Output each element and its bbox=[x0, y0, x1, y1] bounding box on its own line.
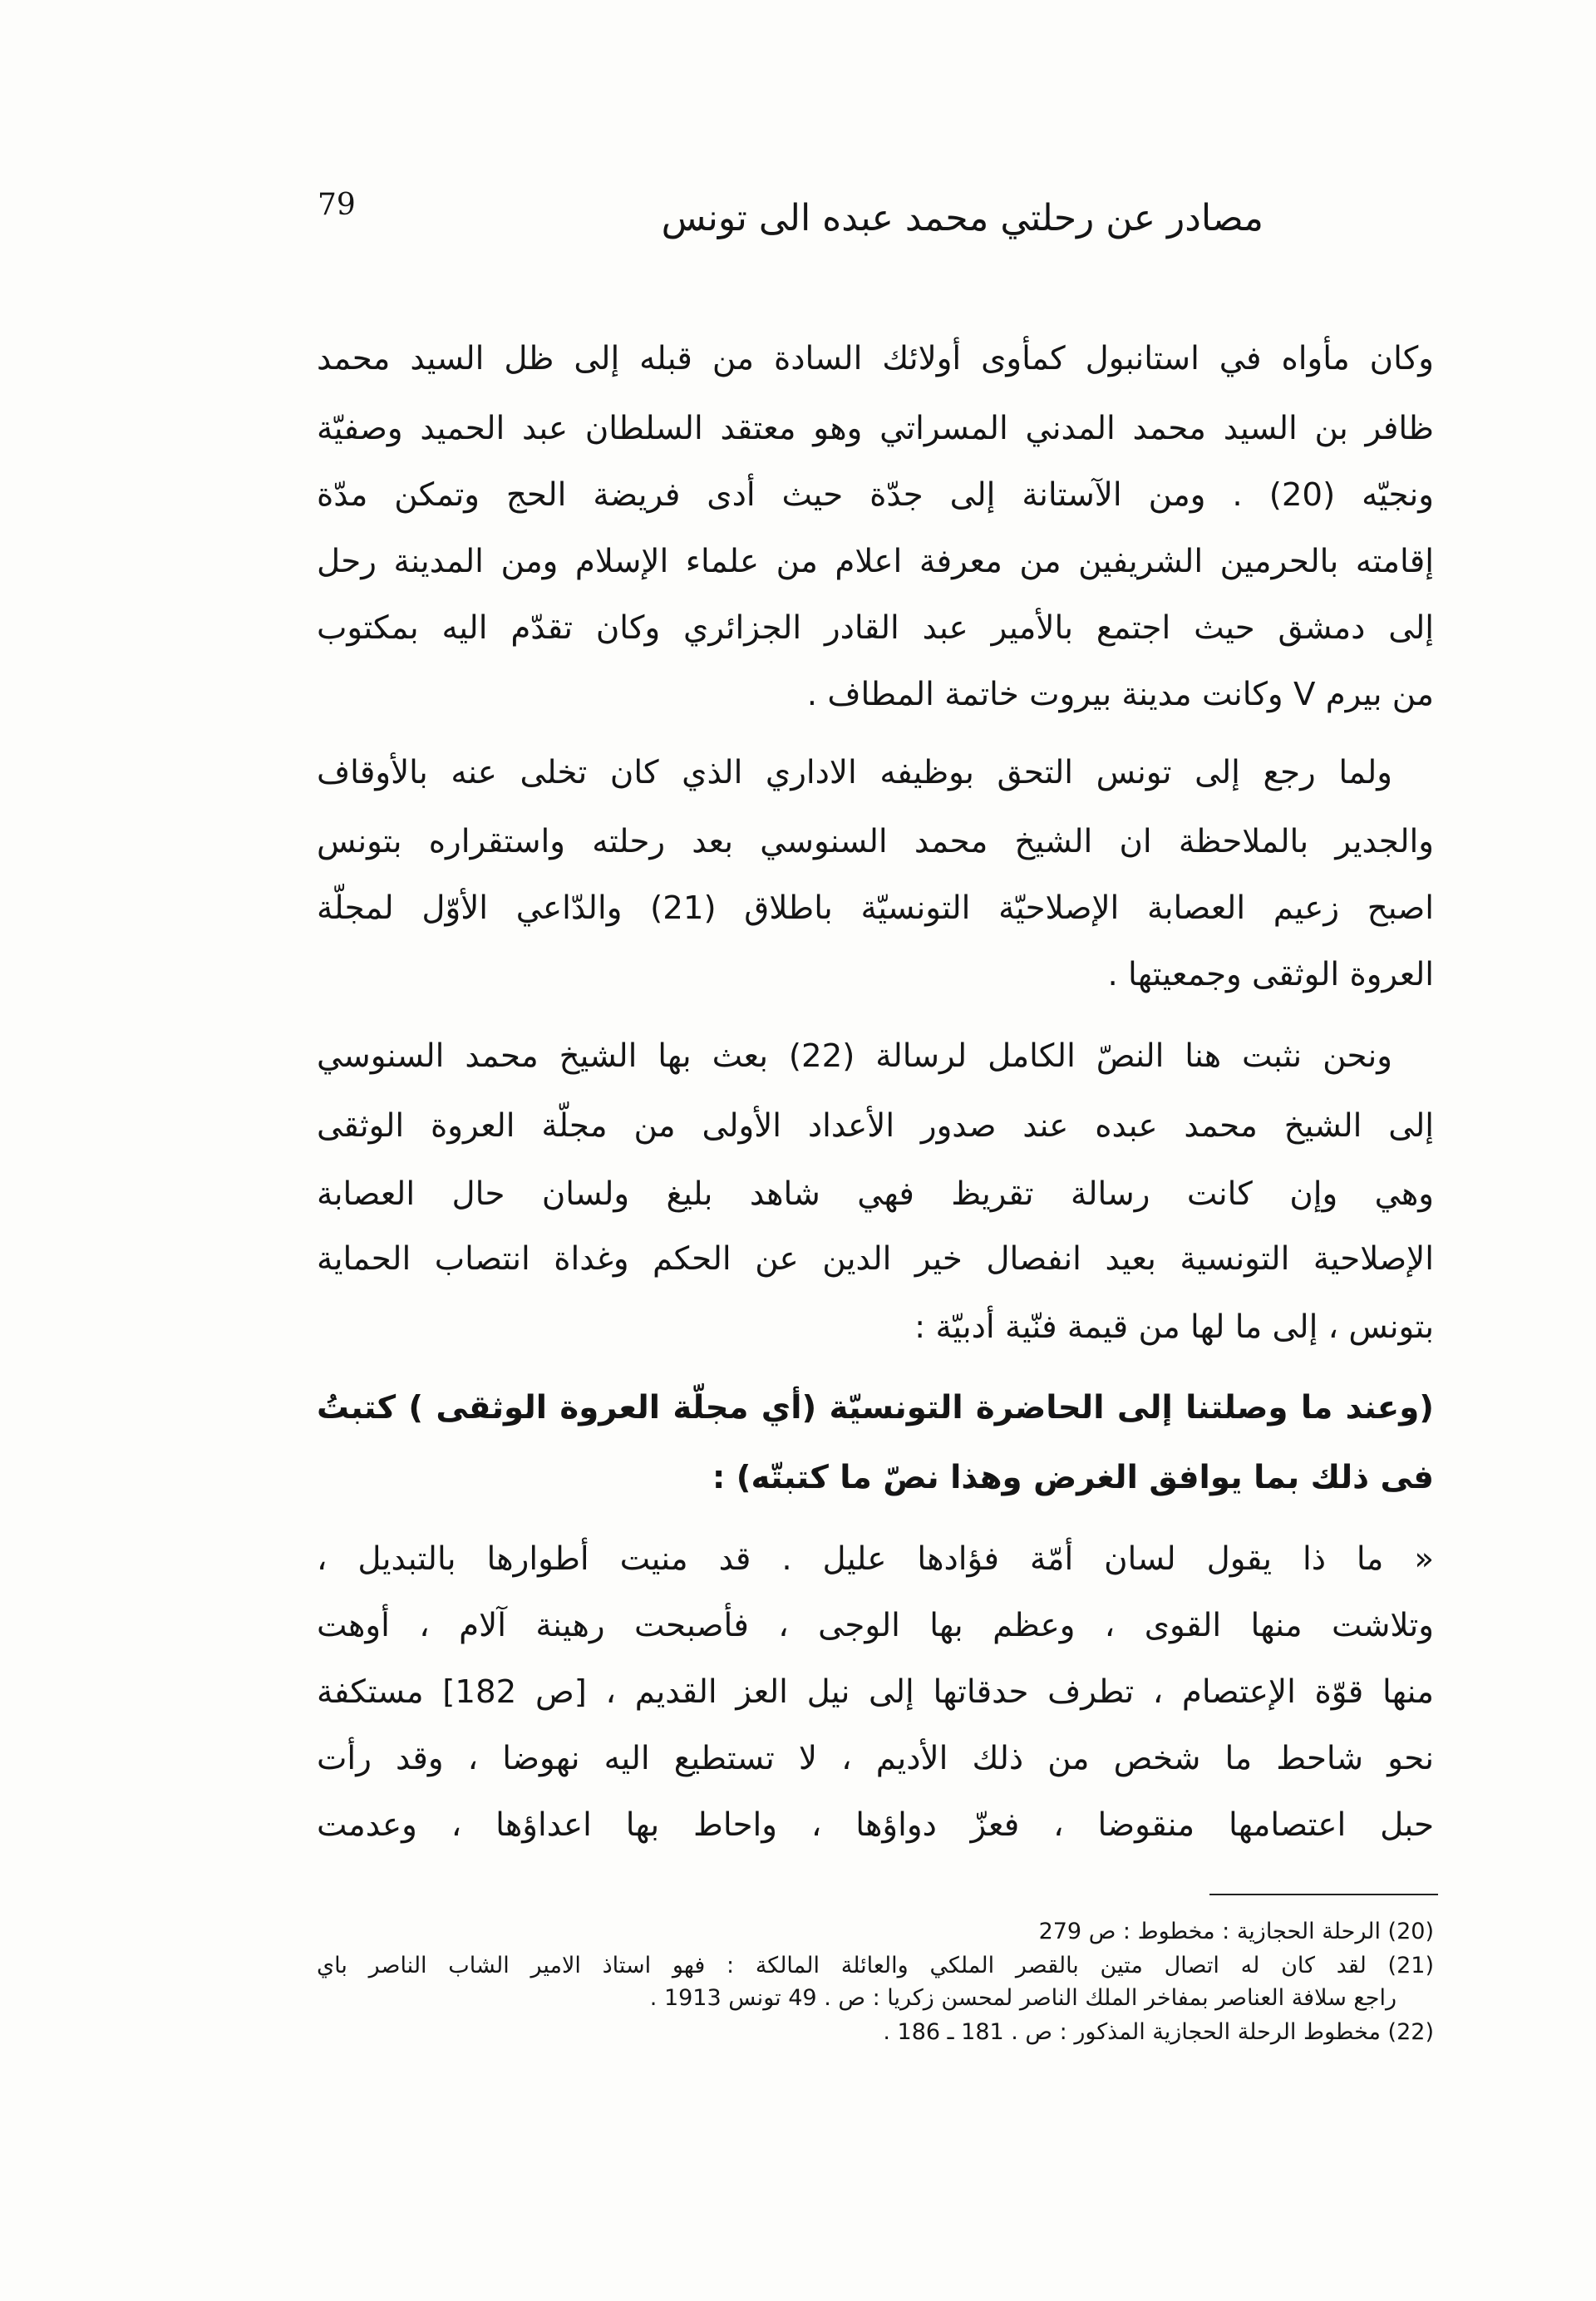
body-line: بتونس ، إلى ما لها من قيمة فنّية أدبيّة : bbox=[914, 1308, 1434, 1346]
footnote-line: (20) الرحلة الحجازية : مخطوط : ص 279 bbox=[1038, 1919, 1434, 1944]
body-line: « ما ذا يقول لسان أمّة فؤادها عليل . قد منيت أطوارها بالتبديل ، bbox=[317, 1540, 1434, 1578]
bold-line: فى ذلك بما يوافق الغرض وهذا نصّ ما كتبتّه) : bbox=[712, 1459, 1434, 1496]
body-line: من بيرم V وكانت مدينة بيروت خاتمة المطاف . bbox=[806, 676, 1434, 713]
body-line: منها قوّة الإعتصام ، تطرف حدقاتها إلى نيل العز القديم ، [ص 182] مستكفة bbox=[317, 1673, 1435, 1711]
body-line: إلى الشيخ محمد عبده عند صدور الأعداد الأولى من مجلّة العروة الوثقى bbox=[317, 1107, 1434, 1145]
running-title: مصادر عن رحلتي محمد عبده الى تونس bbox=[661, 197, 1264, 239]
body-line: والجدير بالملاحظة ان الشيخ محمد السنوسي بعد رحلته واستقراره بتونس bbox=[317, 823, 1434, 860]
body-line: وهي وإن كانت رسالة تقريظ فهي شاهد بليغ ولسان حال العصابة bbox=[317, 1175, 1434, 1213]
body-line: ولما رجع إلى تونس التحق بوظيفه الاداري الذي كان تخلى عنه بالأوقاف bbox=[317, 754, 1392, 791]
body-line: وكان مأواه في استانبول كمأوى أولائك السادة من قبله إلى ظل السيد محمد bbox=[317, 340, 1434, 377]
page-number: 79 bbox=[318, 188, 356, 222]
body-line: العروة الوثقى وجمعيتها . bbox=[1107, 956, 1434, 993]
body-line: ونجيّه (20) . ومن الآستانة إلى جدّة حيث أدى فريضة الحج وتمكن مدّة bbox=[317, 476, 1435, 514]
body-line: حبل اعتصامها منقوضا ، فعزّ دواؤها ، واحاط بها اعداؤها ، وعدمت bbox=[317, 1806, 1434, 1844]
body-line: إقامته بالحرمين الشريفين من معرفة اعلام من علماء الإسلام ومن المدينة رحل bbox=[317, 543, 1434, 580]
body-line: الإصلاحية التونسية بعيد انفصال خير الدين عن الحكم وغداة انتصاب الحماية bbox=[317, 1240, 1434, 1278]
body-line: إلى دمشق حيث اجتمع بالأمير عبد القادر الجزائري وكان تقدّم اليه بمكتوب bbox=[317, 609, 1434, 647]
footnote-separator bbox=[1209, 1894, 1438, 1895]
body-line: ظافر بن السيد محمد المدني المسراتي وهو معتقد السلطان عبد الحميد وصفيّة bbox=[317, 410, 1434, 447]
body-line: نحو شاحط ما شخص من ذلك الأديم ، لا تستطيع اليه نهوضا ، وقد رأت bbox=[317, 1740, 1434, 1777]
footnote-line: راجع سلافة العناصر بمفاخر الملك الناصر لمحسن زكريا : ص . 49 تونس 1913 . bbox=[649, 1985, 1396, 2011]
bold-line: (وعند ما وصلتنا إلى الحاضرة التونسيّة (أي مجلّة العروة الوثقى ) كتبتُ bbox=[317, 1389, 1434, 1426]
body-line: ونحن نثبت هنا النصّ الكامل لرسالة (22) بعث بها الشيخ محمد السنوسي bbox=[317, 1037, 1392, 1075]
body-line: اصبح زعيم العصابة الإصلاحيّة التونسيّة باطلاق (21) والدّاعي الأوّل لمجلّة bbox=[317, 889, 1434, 927]
footnote-line: (21) لقد كان له اتصال متين بالقصر الملكي والعائلة المالكة : فهو استاذ الامير الشاب الناصر باي bbox=[317, 1953, 1434, 1978]
body-line: وتلاشت منها القوى ، وعظم بها الوجى ، فأصبحت رهينة آلام ، أوهت bbox=[317, 1607, 1434, 1644]
footnote-line: (22) مخطوط الرحلة الحجازية المذكور : ص . 181 ـ 186 . bbox=[883, 2019, 1434, 2045]
